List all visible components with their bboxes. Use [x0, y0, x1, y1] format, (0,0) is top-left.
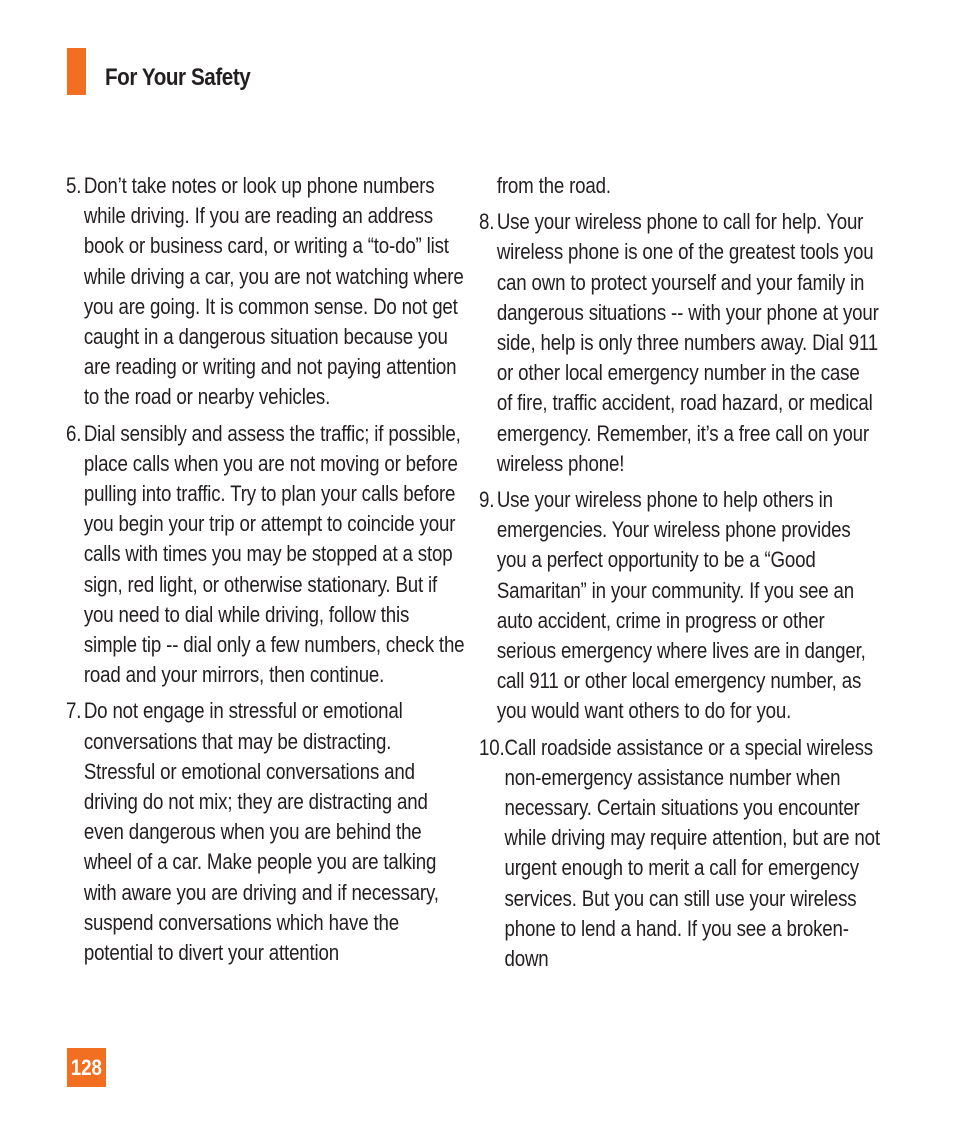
list-item-number: 9. — [479, 487, 495, 513]
page-number-badge — [67, 1048, 106, 1087]
list-item — [479, 733, 887, 975]
list-item-number: 6. — [66, 420, 82, 446]
continued-text: from the road. — [496, 173, 611, 198]
list-item-text: Use your wireless phone to call for help. Your wireless phone is one of the greatest tools you can own to protect yourself and your family in dangerous situations -- with your phone at your side, help is only three numbers away. Dial 911 or other local emergency number in the case of fire, traffic accident, road hazard, or medical emergency. Remember, it’s a free call on your wireless phone! — [496, 209, 879, 476]
list-item-text: Don’t take notes or look up phone numbers while driving. If you are reading an address book or business card, or writing a “to-do” list while driving a car, you are not watching where you are going. It is common sense. Do not get caught in a dangerous situation because you are reading or writing and not paying attention to the road or nearby vehicles. — [83, 173, 464, 410]
list-item-number: 5. — [66, 173, 82, 198]
list-item-number: 10. — [479, 734, 505, 760]
list-item-number: 7. — [66, 698, 82, 724]
page-number: 128 — [70, 1055, 103, 1080]
section-title: For Your Safety — [105, 64, 251, 91]
list-item — [66, 419, 466, 691]
list-item-text: Do not engage in stressful or emotional conversations that may be distracting. Stressful or emotional conversations and driving do not mix; they are distracting and even dangerous when you are behind the wheel of a car. Make people you are talking with aware you are driving and if necessary, suspend conversations which have the potential to divert your attention — [83, 698, 439, 966]
list-item-number: 8. — [479, 209, 495, 235]
left-column — [66, 171, 506, 974]
list-item — [479, 485, 879, 727]
list-item — [66, 171, 466, 413]
list-item — [479, 207, 879, 479]
section-accent-bar — [67, 48, 86, 95]
list-item-text: Use your wireless phone to help others in emergencies. Your wireless phone provides you a perfect opportunity to be a “Good Samaritan” in your community. If you see an auto accident, crime in progress or other serious emergency where lives are in danger, call 911 or other local emergency number, as you would want others to do for you. — [496, 487, 866, 724]
list-item-text: Call roadside assistance or a special wireless non-emergency assistance number when necessary. Certain situations you encounter while driving may require attention, but are not urgent enough to merit a call for emergency services. But you can still use your wireless phone to lend a hand. If you see a broken-down — [504, 734, 880, 972]
right-column — [479, 171, 919, 980]
list-item-text: Dial sensibly and assess the traffic; if possible, place calls when you are not moving or before pulling into traffic. Try to plan your calls before you begin your trip or attempt to coincide your calls with times you may be stopped at a stop sign, red light, or otherwise stationary. But if you need to dial while driving, follow this simple tip -- dial only a few numbers, check the road and your mirrors, then continue. — [83, 420, 465, 688]
list-item — [66, 696, 466, 968]
